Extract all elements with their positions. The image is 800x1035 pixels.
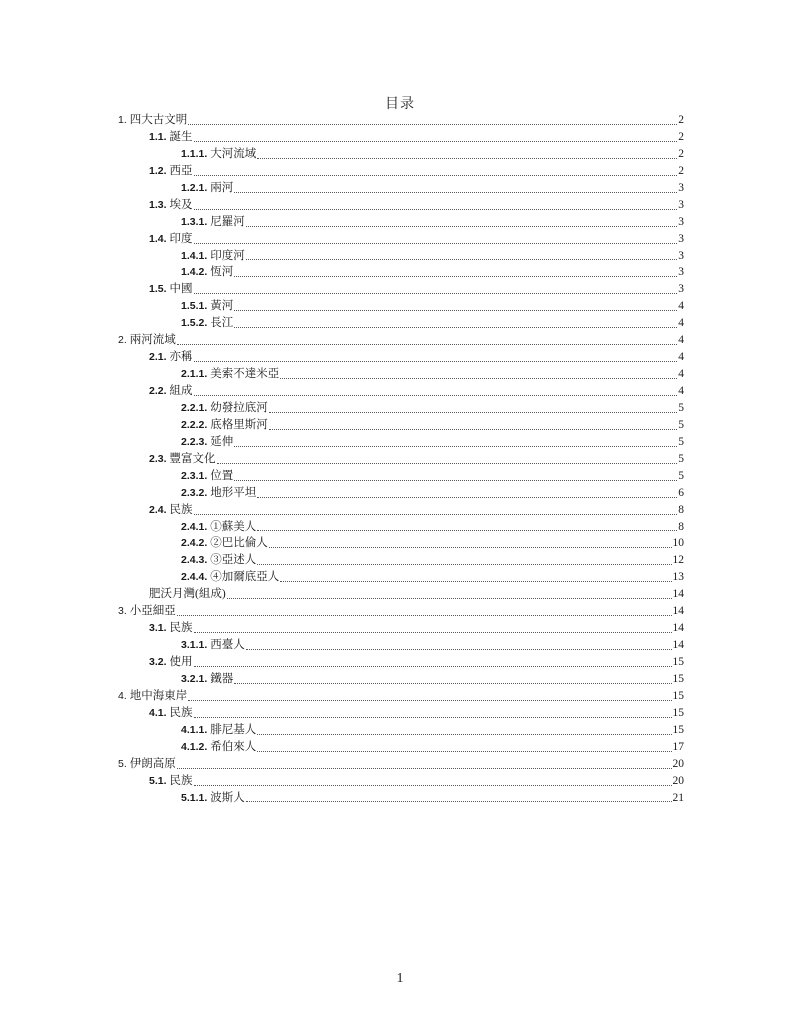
toc-entry-number: 2.4.2. <box>181 537 208 550</box>
toc-entry-label: 埃及 <box>169 198 193 211</box>
toc-entry-label: 印度 <box>169 232 193 245</box>
toc-entry-label: 美索不達米亞 <box>210 368 280 381</box>
toc-entry-label: 伊朗高原 <box>129 757 176 770</box>
toc-entry[interactable] <box>118 705 684 722</box>
toc-title: 目录 <box>385 97 415 112</box>
toc-entry-page: 4 <box>678 368 684 381</box>
toc-entry[interactable] <box>118 231 684 248</box>
dot-leader <box>188 690 671 701</box>
toc-entry-page: 14 <box>672 622 684 635</box>
toc-entry-number: 1. <box>118 114 127 126</box>
toc-entry[interactable] <box>118 569 684 586</box>
toc-entry[interactable] <box>118 146 684 163</box>
toc-entry-number: 2.4.4. <box>181 571 208 584</box>
toc-entry-label: 印度河 <box>210 249 245 262</box>
toc-entry-label: ③亞述人 <box>210 554 257 567</box>
toc-entry-number: 2.2.3. <box>181 435 208 448</box>
dot-leader <box>194 656 672 667</box>
dot-leader <box>246 639 672 650</box>
toc-entry-page: 15 <box>672 706 684 719</box>
dot-leader <box>194 131 677 142</box>
toc-entry-number: 5.1. <box>149 774 167 787</box>
toc-entry-page: 3 <box>678 215 684 228</box>
toc-entry-label: 位置 <box>210 469 234 482</box>
toc-entry-label: 四大古文明 <box>129 114 188 126</box>
toc-entry-number: 1.1.1. <box>181 147 208 160</box>
dot-leader <box>257 520 677 531</box>
dot-leader <box>246 216 677 227</box>
toc-entry-number: 2.1. <box>149 351 167 364</box>
toc-entry-number: 3.1. <box>149 622 167 635</box>
dot-leader <box>257 741 671 752</box>
toc-entry-number: 1.2. <box>149 164 167 177</box>
toc-entry-label: 地中海東岸 <box>129 689 188 702</box>
dot-leader <box>246 249 677 260</box>
toc-entry-number: 2. <box>118 334 127 347</box>
toc-entry-label: 亦稱 <box>169 351 193 364</box>
toc-entry-number: 1.4. <box>149 232 167 245</box>
toc-entry-label: 希伯來人 <box>210 740 257 753</box>
toc-entry[interactable] <box>118 129 684 146</box>
toc-entry-number: 2.4. <box>149 503 167 516</box>
toc-entry[interactable] <box>118 722 684 739</box>
toc-entry-page: 14 <box>672 588 684 601</box>
toc-entry-label: 兩河 <box>210 181 234 194</box>
toc-entry[interactable] <box>118 315 684 332</box>
toc-entry-page: 3 <box>678 198 684 211</box>
toc-entry-label: 兩河流域 <box>129 334 176 347</box>
toc-entry[interactable] <box>118 417 684 434</box>
toc-entry[interactable] <box>118 468 684 485</box>
dot-leader <box>194 775 672 786</box>
toc-entry-label: ④加爾底亞人 <box>210 571 280 584</box>
toc-entry[interactable] <box>118 248 684 265</box>
toc-entry-page: 3 <box>678 249 684 262</box>
toc-entry-label: 小亞細亞 <box>129 605 176 618</box>
toc-entry[interactable] <box>118 332 684 349</box>
toc-entry-label: 西臺人 <box>210 639 245 652</box>
toc-entry-number: 3.2.1. <box>181 672 208 685</box>
toc-entry[interactable] <box>118 637 684 654</box>
toc-entry-page: 15 <box>672 689 684 702</box>
toc-entry[interactable] <box>118 366 684 383</box>
toc-entry-page: 15 <box>672 723 684 736</box>
dot-leader <box>257 487 677 498</box>
table-of-contents <box>118 112 684 806</box>
toc-entry-page: 12 <box>672 554 684 567</box>
toc-entry[interactable] <box>118 688 684 705</box>
toc-entry-number: 4.1. <box>149 706 167 719</box>
toc-entry-number: 4.1.2. <box>181 740 208 753</box>
toc-entry-label: 尼羅河 <box>210 215 245 228</box>
toc-entry[interactable] <box>118 502 684 519</box>
toc-entry-label: 豐富文化 <box>169 452 216 465</box>
dot-leader <box>194 233 677 244</box>
toc-entry-label: ②巴比倫人 <box>210 537 268 550</box>
toc-entry[interactable] <box>118 603 684 620</box>
dot-leader <box>194 385 677 396</box>
toc-entry-number: 5.1.1. <box>181 791 208 804</box>
toc-entry-page: 5 <box>678 418 684 431</box>
toc-entry[interactable] <box>118 163 684 180</box>
dot-leader <box>257 724 671 735</box>
dot-leader <box>269 537 672 548</box>
toc-entry-label: 誕生 <box>169 130 193 143</box>
dot-leader <box>257 554 671 565</box>
toc-entry-page: 14 <box>672 605 684 618</box>
dot-leader <box>234 300 677 311</box>
toc-entry[interactable] <box>118 112 684 129</box>
toc-entry-number: 1.4.1. <box>181 249 208 262</box>
toc-entry-page: 8 <box>678 503 684 516</box>
toc-entry-page: 8 <box>678 520 684 533</box>
toc-entry-label: 腓尼基人 <box>210 723 257 736</box>
toc-entry-label: 肥沃月灣(組成) <box>149 588 226 601</box>
toc-entry-page: 2 <box>678 147 684 160</box>
toc-entry-number: 4. <box>118 689 127 702</box>
dot-leader <box>269 419 677 430</box>
dot-leader <box>246 791 672 802</box>
toc-entry-label: 幼發拉底河 <box>210 401 268 414</box>
dot-leader <box>234 317 677 328</box>
toc-entry-label: 組成 <box>169 385 193 397</box>
toc-entry[interactable] <box>118 535 684 552</box>
toc-entry-page: 5 <box>678 435 684 448</box>
toc-entry-number: 2.2.1. <box>181 401 208 414</box>
toc-entry-page: 4 <box>678 385 684 397</box>
toc-entry[interactable] <box>118 485 684 502</box>
toc-entry[interactable] <box>118 400 684 417</box>
toc-entry-page: 5 <box>678 469 684 482</box>
toc-entry-number: 5. <box>118 757 127 770</box>
toc-entry-number: 2.3.1. <box>181 469 208 482</box>
dot-leader <box>227 588 672 599</box>
toc-entry-page: 17 <box>672 740 684 753</box>
toc-entry[interactable] <box>118 739 684 756</box>
toc-entry-number: 1.5.2. <box>181 317 208 330</box>
toc-entry-label: 民族 <box>169 774 193 787</box>
toc-entry-page: 15 <box>672 656 684 668</box>
dot-leader <box>234 673 671 684</box>
page-number: 1 <box>396 971 404 986</box>
toc-entry-page: 14 <box>672 639 684 652</box>
toc-entry-number: 2.4.3. <box>181 554 208 567</box>
toc-entry-label: 波斯人 <box>210 791 245 804</box>
toc-entry-label: 大河流域 <box>210 147 257 160</box>
toc-entry[interactable] <box>118 349 684 366</box>
toc-entry[interactable] <box>118 264 684 281</box>
toc-entry-number: 2.1.1. <box>181 368 208 381</box>
dot-leader <box>280 368 677 379</box>
toc-entry-number: 2.2. <box>149 385 167 397</box>
dot-leader <box>194 351 677 362</box>
toc-entry-page: 3 <box>678 232 684 245</box>
toc-entry-number: 2.2.2. <box>181 418 208 431</box>
toc-entry-page: 4 <box>678 334 684 347</box>
toc-entry[interactable] <box>118 756 684 773</box>
toc-entry-label: ①蘇美人 <box>210 520 257 533</box>
toc-entry-page: 20 <box>672 757 684 770</box>
toc-entry[interactable] <box>118 552 684 569</box>
toc-entry-page: 5 <box>678 401 684 414</box>
toc-entry[interactable] <box>118 773 684 790</box>
toc-entry[interactable] <box>118 519 684 536</box>
toc-entry-label: 恆河 <box>210 266 234 279</box>
toc-entry-page: 2 <box>678 164 684 177</box>
toc-entry-label: 長江 <box>210 317 234 330</box>
toc-entry-page: 3 <box>678 181 684 194</box>
dot-leader <box>234 266 677 277</box>
toc-entry-label: 民族 <box>169 503 193 516</box>
dot-leader <box>177 334 677 345</box>
toc-entry-number: 1.3.1. <box>181 215 208 228</box>
dot-leader <box>188 114 677 125</box>
dot-leader <box>177 605 672 616</box>
toc-entry-label: 延伸 <box>210 435 234 448</box>
toc-entry-label: 黃河 <box>210 300 234 313</box>
dot-leader <box>194 707 672 718</box>
toc-entry-page: 2 <box>678 130 684 143</box>
toc-entry-page: 2 <box>678 114 684 126</box>
dot-leader <box>194 165 677 176</box>
toc-entry[interactable] <box>118 671 684 688</box>
toc-entry-label: 中國 <box>169 283 193 296</box>
toc-entry[interactable] <box>118 434 684 451</box>
toc-entry-number: 1.2.1. <box>181 181 208 194</box>
toc-entry-number: 1.1. <box>149 130 167 143</box>
dot-leader <box>194 199 677 210</box>
toc-entry-number: 3.2. <box>149 656 167 668</box>
dot-leader <box>194 622 672 633</box>
toc-entry-page: 4 <box>678 300 684 313</box>
toc-entry[interactable] <box>118 180 684 197</box>
toc-entry-number: 2.3.2. <box>181 486 208 499</box>
toc-entry-page: 20 <box>672 774 684 787</box>
toc-entry-page: 4 <box>678 317 684 330</box>
toc-entry-page: 3 <box>678 283 684 296</box>
dot-leader <box>177 758 672 769</box>
dot-leader <box>234 470 677 481</box>
toc-entry[interactable] <box>118 214 684 231</box>
toc-entry-number: 1.5. <box>149 283 167 296</box>
dot-leader <box>257 148 677 159</box>
toc-entry-number: 2.4.1. <box>181 520 208 533</box>
toc-entry-number: 1.3. <box>149 198 167 211</box>
toc-entry-label: 民族 <box>169 622 193 635</box>
toc-entry-number: 3.1.1. <box>181 639 208 652</box>
toc-entry-page: 10 <box>672 537 684 550</box>
toc-entry-label: 西亞 <box>169 164 193 177</box>
toc-entry[interactable] <box>118 586 684 603</box>
toc-entry-number: 2.3. <box>149 452 167 465</box>
dot-leader <box>194 283 677 294</box>
toc-entry-page: 21 <box>672 791 684 804</box>
toc-entry-page: 6 <box>678 486 684 499</box>
toc-entry-label: 民族 <box>169 706 193 719</box>
toc-entry[interactable] <box>118 451 684 468</box>
toc-entry[interactable] <box>118 790 684 807</box>
dot-leader <box>194 504 677 515</box>
dot-leader <box>217 453 677 464</box>
toc-entry[interactable] <box>118 298 684 315</box>
dot-leader <box>234 182 677 193</box>
toc-entry-page: 3 <box>678 266 684 279</box>
toc-entry-page: 15 <box>672 672 684 685</box>
toc-entry[interactable] <box>118 620 684 637</box>
toc-entry-page: 4 <box>678 351 684 364</box>
toc-entry-page: 13 <box>672 571 684 584</box>
toc-entry-number: 4.1.1. <box>181 723 208 736</box>
dot-leader <box>280 571 671 582</box>
toc-entry[interactable] <box>118 383 684 400</box>
toc-entry-label: 使用 <box>169 656 193 668</box>
toc-entry-number: 3. <box>118 605 127 618</box>
toc-entry-label: 底格里斯河 <box>210 418 268 431</box>
toc-entry-page: 5 <box>678 452 684 465</box>
toc-entry[interactable] <box>118 654 684 671</box>
toc-entry-label: 地形平坦 <box>210 486 257 499</box>
dot-leader <box>234 436 677 447</box>
toc-entry-number: 1.4.2. <box>181 266 208 279</box>
dot-leader <box>269 402 677 413</box>
toc-entry[interactable] <box>118 197 684 214</box>
toc-entry-number: 1.5.1. <box>181 300 208 313</box>
toc-entry-label: 鐵器 <box>210 672 234 685</box>
toc-entry[interactable] <box>118 281 684 298</box>
